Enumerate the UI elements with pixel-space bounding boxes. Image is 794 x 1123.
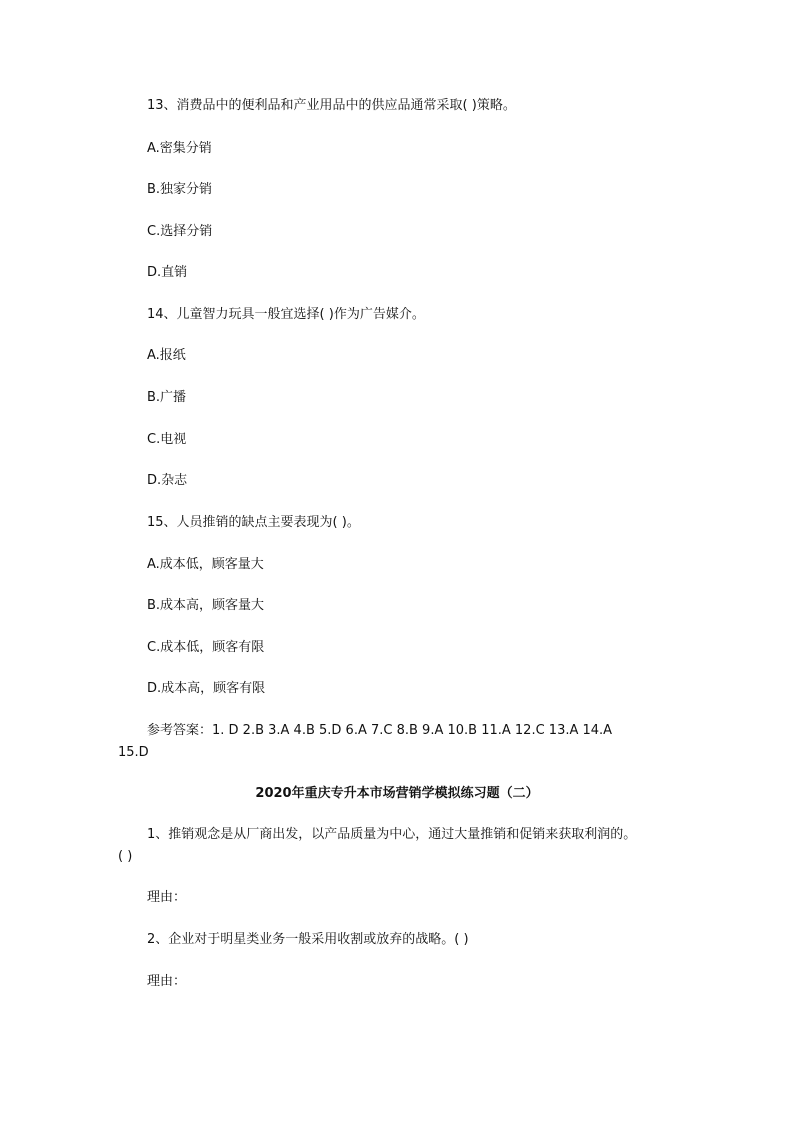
q15-option-b: B.成本高，顾客量大 bbox=[147, 598, 265, 613]
q14-option-b: B.广播 bbox=[147, 390, 187, 405]
answer-key-line-2: 15.D bbox=[118, 745, 149, 760]
judge-q1-line-1: 1、推销观念是从厂商出发，以产品质量为中心，通过大量推销和促销来获取利润的。 bbox=[147, 827, 637, 842]
q14-option-c: C.电视 bbox=[147, 432, 187, 447]
q14-option-a: A.报纸 bbox=[147, 348, 186, 363]
q14-stem: 14、儿童智力玩具一般宜选择( )作为广告媒介。 bbox=[147, 307, 425, 322]
judge-q1-reason-label: 理由： bbox=[147, 890, 187, 905]
q15-stem: 15、人员推销的缺点主要表现为( )。 bbox=[147, 515, 360, 530]
q13-option-d: D.直销 bbox=[147, 265, 188, 280]
q13-option-c: C.选择分销 bbox=[147, 224, 213, 239]
q13-stem: 13、消费品中的便利品和产业用品中的供应品通常采取( )策略。 bbox=[147, 98, 516, 113]
judge-q1-line-2: ( ) bbox=[118, 849, 133, 864]
q15-option-a: A.成本低，顾客量大 bbox=[147, 557, 264, 572]
section-title: 2020年重庆专升本市场营销学模拟练习题（二） bbox=[255, 786, 539, 801]
q15-option-d: D.成本高，顾客有限 bbox=[147, 681, 266, 696]
q13-option-a: A.密集分销 bbox=[147, 141, 212, 156]
answer-key-line-1: 参考答案：1. D 2.B 3.A 4.B 5.D 6.A 7.C 8.B 9.A 10.B 11.A 12.C 13.A 14.A bbox=[147, 723, 613, 738]
judge-q2-reason-label: 理由： bbox=[147, 974, 187, 989]
q13-option-b: B.独家分销 bbox=[147, 182, 213, 197]
judge-q2: 2、企业对于明星类业务一般采用收割或放弃的战略。( ) bbox=[147, 932, 469, 947]
q14-option-d: D.杂志 bbox=[147, 473, 188, 488]
q15-option-c: C.成本低，顾客有限 bbox=[147, 640, 265, 655]
